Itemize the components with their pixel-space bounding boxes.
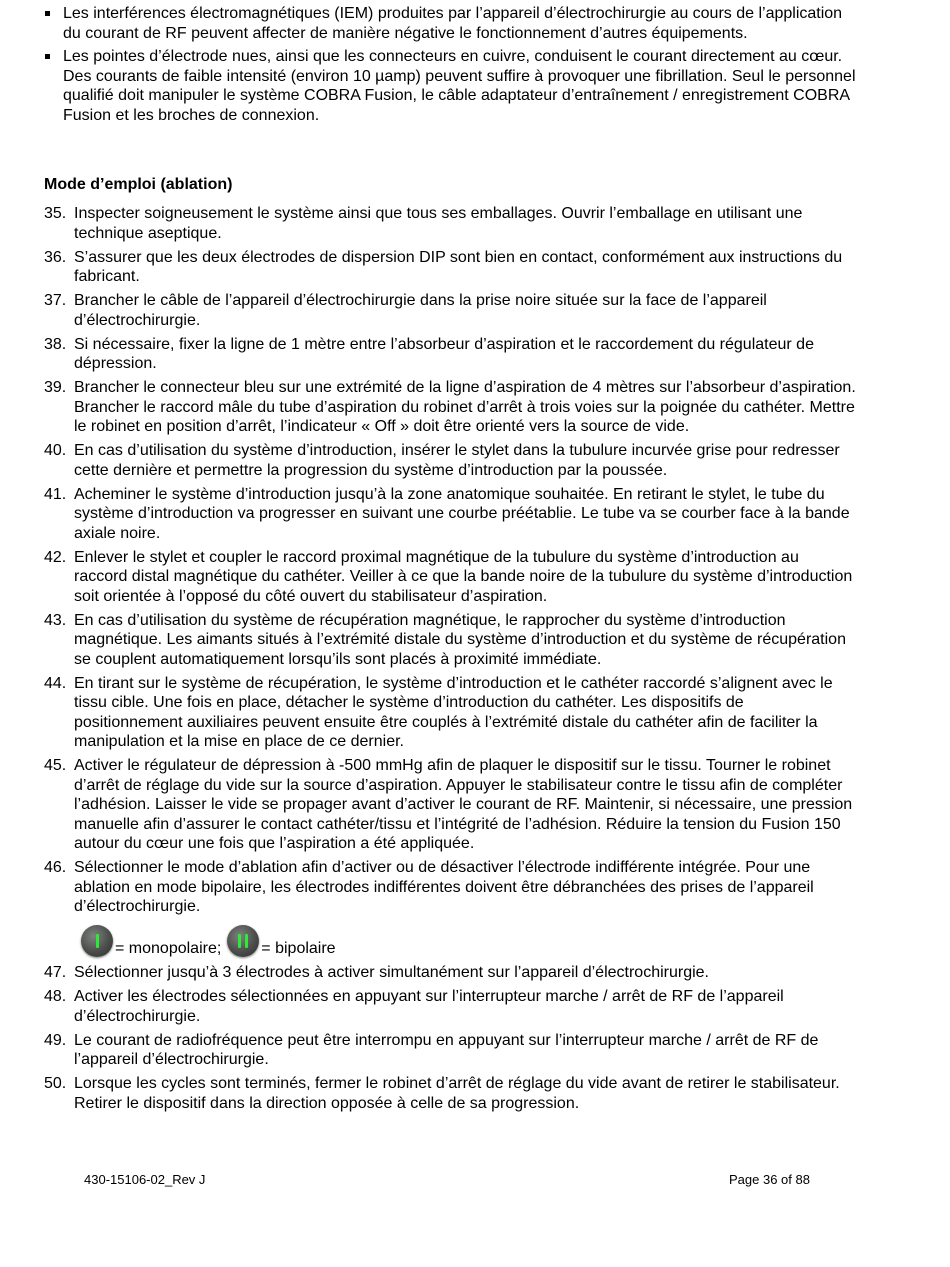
square-bullet-icon	[45, 11, 50, 16]
monopolar-label: = monopolaire;	[115, 940, 222, 957]
document-number: 430-15106-02_Rev J	[84, 1172, 206, 1187]
bullet-item	[44, 47, 864, 125]
page-number: Page 36 of 88	[729, 1172, 810, 1187]
step-text: Activer le régulateur de dépression à -500 mmHg afin de plaquer le dispositif sur le tissu. Tourner le robinet d’arrêt de réglage du vide sur la source d’aspiration. Appuyer le stabilisateur contre le tissu afin de compléter l’adhésion. Laisser le vide se propager avant d’activer le courant de RF. Maintenir, si nécessaire, une pression manuelle afin d’assurer le contact cathéter/tissu et l’intégrité de l’adhésion. Réduire la tension du Fusion 150 autour du cœur une fois que l’aspiration a été appliquée.	[74, 757, 853, 852]
step-number: 38.	[44, 335, 67, 353]
step-text: Brancher le câble de l’appareil d’électrochirurgie dans la prise noire située sur la face de l’appareil d’électrochirurgie.	[74, 292, 767, 329]
step-item	[44, 1074, 856, 1113]
bullet-item	[44, 4, 864, 43]
step-item	[44, 756, 856, 854]
step-item	[44, 204, 856, 243]
step-number: 46.	[44, 859, 67, 876]
section-heading: Mode d’emploi (ablation)	[44, 176, 233, 193]
monopolar-button-icon	[81, 925, 113, 957]
step-number: 50.	[44, 1075, 67, 1092]
step-item	[44, 485, 856, 544]
bullet-text: Les pointes d’électrode nues, ainsi que les connecteurs en cuivre, conduisent le courant directement au cœur. Des courants de faible intensité (environ 10 µamp) peuvent suffire à provoquer une fibrillation. Seul le personnel qualifié doit manipuler le système COBRA Fusion, le câble adaptateur d’entraînement / enregistrement COBRA Fusion et les broches de connexion.	[63, 48, 856, 124]
step-item	[44, 611, 856, 670]
step-number: 39.	[44, 379, 67, 396]
step-text: Sélectionner le mode d’ablation afin d’activer ou de désactiver l’électrode indifférente intégrée. Pour une ablation en mode bipolaire, les électrodes indifférentes doivent être débranchées des prises de l’appareil d’électrochirurgie.	[74, 859, 814, 915]
step-item	[44, 441, 856, 480]
step-text: Sélectionner jusqu’à 3 électrodes à activer simultanément sur l’appareil d’électrochirurgie.	[74, 964, 709, 981]
indicator-bar-icon	[96, 934, 99, 948]
bipolar-label: = bipolaire	[261, 940, 336, 957]
step-number: 45.	[44, 757, 67, 774]
step-item	[44, 291, 856, 330]
step-number: 40.	[44, 442, 67, 459]
step-item	[44, 548, 856, 607]
step-number: 44.	[44, 674, 67, 692]
bipolar-button-icon	[227, 925, 259, 957]
step-text: Le courant de radiofréquence peut être interrompu en appuyant sur l’interrupteur marche / arrêt de RF de l’appareil d’électrochirurgie.	[74, 1031, 819, 1068]
step-item	[44, 335, 856, 374]
step-text: Acheminer le système d’introduction jusqu’à la zone anatomique souhaitée. En retirant le stylet, le tube du système d’introduction va progresser en suivant une courbe préétablie. Le tube va se courber face à la bande axiale noire.	[74, 485, 850, 542]
step-number: 42.	[44, 548, 67, 566]
step-item	[44, 1031, 856, 1070]
step-text: En cas d’utilisation du système d’introduction, insérer le stylet dans la tubulure incurvée grise pour redresser cette dernière et permettre la progression du système d’introduction par la poussée.	[74, 442, 840, 479]
bullet-text: Les interférences électromagnétiques (IEM) produites par l’appareil d’électrochirurgie au cours de l’application du courant de RF peuvent affecter de manière négative le fonctionnement d’autres équipements.	[63, 5, 843, 42]
step-text: En cas d’utilisation du système de récupération magnétique, le rapprocher du système d’introduction magnétique. Les aimants situés à l’extrémité distale du système d’introduction et du système de récupération se couplent automatiquement lorsqu’ils sont placés à proximité immédiate.	[74, 611, 846, 668]
step-item	[44, 674, 856, 752]
instruction-steps	[44, 204, 856, 1118]
step-number: 37.	[44, 292, 67, 309]
step-text: S’assurer que les deux électrodes de dispersion DIP sont bien en contact, conformément aux instructions du fabricant.	[74, 248, 843, 285]
warning-bullet-list	[44, 4, 864, 129]
step-text: Brancher le connecteur bleu sur une extrémité de la ligne d’aspiration de 4 mètres sur l’absorbeur d’aspiration. Brancher le raccord mâle du tube d’aspiration du robinet d’arrêt à trois voies sur la poignée du cathéter. Mettre le robinet en position d’arrêt, l’indicateur « Off » doit être orienté vers la source de vide.	[74, 379, 856, 435]
indicator-bar-icon	[245, 934, 248, 948]
step-item	[44, 963, 856, 983]
step-item	[44, 858, 856, 959]
step-number: 48.	[44, 988, 67, 1005]
step-item	[44, 248, 856, 287]
step-text: Activer les électrodes sélectionnées en appuyant sur l’interrupteur marche / arrêt de RF de l’appareil d’électrochirurgie.	[74, 988, 784, 1025]
step-text: En tirant sur le système de récupération, le système d’introduction et le cathéter raccordé s’alignent avec le tissu cible. Une fois en place, détacher le système d’introduction du cathéter. Les dispositifs de positionnement auxiliaires peuvent ensuite être couplés à l’extrémité distale du cathéter afin de faciliter la manipulation et la mise en place de ce dernier.	[74, 674, 833, 750]
step-number: 47.	[44, 964, 67, 981]
step-number: 43.	[44, 611, 67, 629]
ablation-mode-legend	[74, 921, 856, 959]
step-item	[44, 378, 856, 437]
step-number: 35.	[44, 205, 67, 222]
step-item	[44, 987, 856, 1026]
step-text: Lorsque les cycles sont terminés, fermer le robinet d’arrêt de réglage du vide avant de retirer le stabilisateur. Retirer le dispositif dans la direction opposée à celle de sa progression.	[74, 1075, 840, 1112]
square-bullet-icon	[45, 54, 50, 59]
step-text: Si nécessaire, fixer la ligne de 1 mètre entre l’absorbeur d’aspiration et le raccordement du régulateur de dépression.	[74, 335, 814, 372]
step-text: Enlever le stylet et coupler le raccord proximal magnétique de la tubulure du système d’introduction au raccord distal magnétique du cathéter. Veiller à ce que la bande noire de la tubulure du système d’introduction soit orientée à l’opposé du côté ouvert du stabilisateur d’aspiration.	[74, 548, 853, 605]
step-text: Inspecter soigneusement le système ainsi que tous ses emballages. Ouvrir l’emballage en utilisant une technique aseptique.	[74, 205, 803, 242]
indicator-bar-icon	[238, 934, 241, 948]
step-number: 49.	[44, 1031, 67, 1049]
step-number: 41.	[44, 485, 67, 503]
step-number: 36.	[44, 248, 67, 266]
